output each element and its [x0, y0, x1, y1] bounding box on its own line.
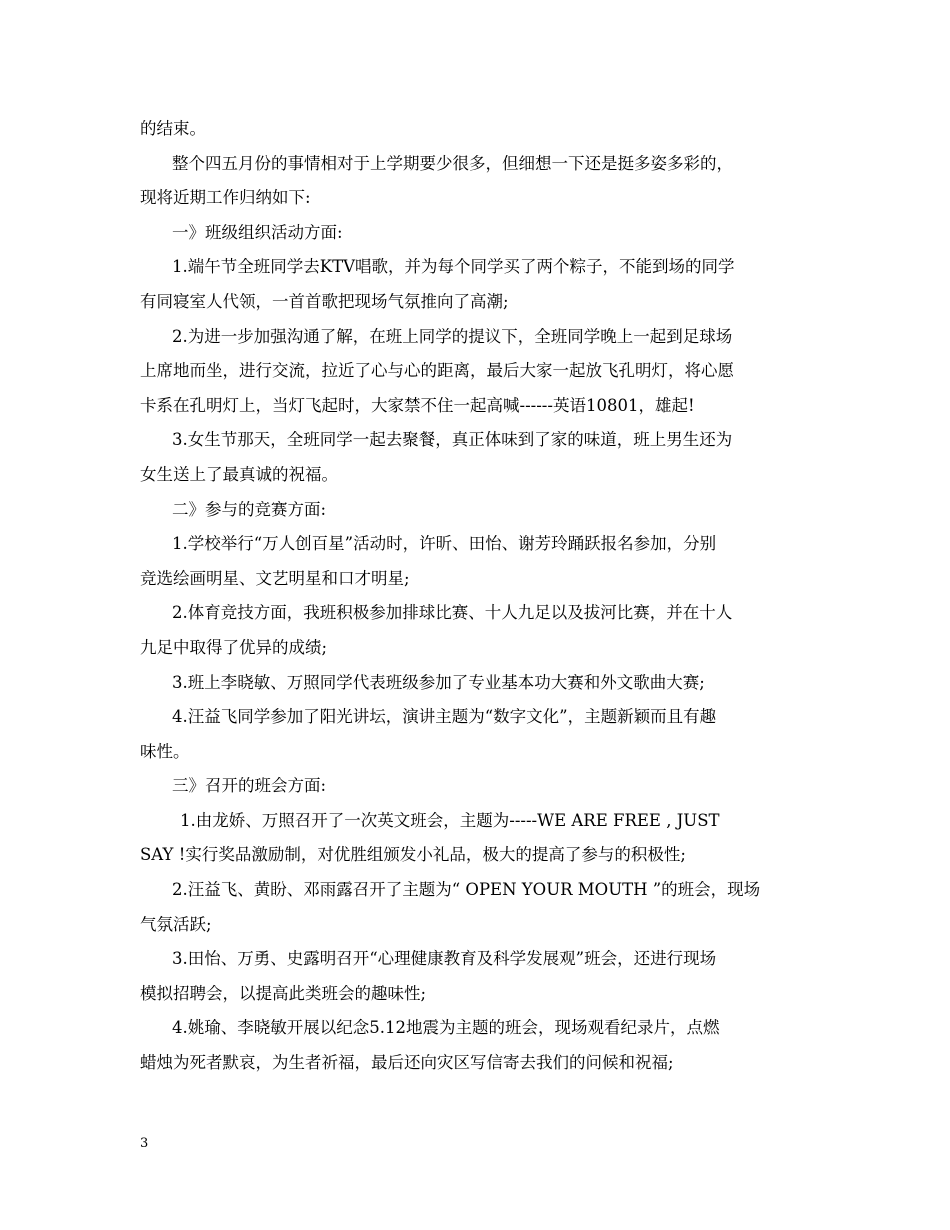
- text-line: 味性。: [140, 741, 190, 761]
- text-line: 气氛活跃;: [140, 914, 212, 934]
- text-line: 女生送上了最真诚的祝福。: [140, 464, 338, 484]
- text-line: 竞选绘画明星、文艺明星和口才明星;: [140, 568, 410, 588]
- text-line: 4.汪益飞同学参加了阳光讲坛，演讲主题为“数字文化”，主题新颖而且有趣: [172, 707, 717, 727]
- text-line: 3.田怡、万勇、史露明召开“心理健康教育及科学发展观”班会，还进行现场: [172, 949, 717, 969]
- text-line: 现将近期工作归纳如下:: [140, 188, 311, 208]
- text-line: SAY !实行奖品激励制，对优胜组颁发小礼品，极大的提高了参与的积极性;: [140, 845, 686, 865]
- text-line: 有同寝室人代领，一首首歌把现场气氛推向了高潮;: [140, 291, 509, 311]
- text-line: 模拟招聘会，以提高此类班会的趣味性;: [140, 983, 427, 1003]
- text-line: 九足中取得了优异的成绩;: [140, 637, 328, 657]
- text-line: 的结束。: [140, 119, 206, 138]
- text-line: 1.端午节全班同学去KTV唱歌，并为每个同学买了两个粽子，不能到场的同学: [172, 257, 735, 277]
- text-line: 上席地而坐，进行交流，拉近了心与心的距离，最后大家一起放飞孔明灯，将心愿: [140, 361, 734, 381]
- text-line: 1.由龙娇、万照召开了一次英文班会，主题为-----WE ARE FREE , JUST: [180, 810, 720, 830]
- text-line: 整个四五月份的事情相对于上学期要少很多，但细想一下还是挺多姿多彩的，: [172, 153, 733, 173]
- text-line: 2.体育竞技方面，我班积极参加排球比赛、十人九足以及拔河比赛，并在十人: [172, 603, 733, 623]
- section-heading: 一》班级组织活动方面:: [172, 222, 343, 242]
- text-line: 3.女生节那天，全班同学一起去聚餐，真正体味到了家的味道，班上男生还为: [172, 430, 733, 450]
- text-line: 2.汪益飞、黄盼、邓雨露召开了主题为“ OPEN YOUR MOUTH ”的班会，现场: [172, 880, 761, 900]
- document-body: [140, 112, 812, 1081]
- text-line: 4.姚瑜、李晓敏开展以纪念5.12地震为主题的班会，现场观看纪录片，点燃: [172, 1018, 720, 1038]
- section-heading: 二》参与的竞赛方面:: [172, 499, 327, 519]
- page-number: 3: [140, 1136, 149, 1151]
- text-line: 蜡烛为死者默哀，为生者祈福，最后还向灾区写信寄去我们的问候和祝福;: [140, 1053, 674, 1073]
- text-line: 卡系在孔明灯上，当灯飞起时，大家禁不住一起高喊------英语10801，雄起!: [140, 395, 695, 415]
- text-line: 3.班上李晓敏、万照同学代表班级参加了专业基本功大赛和外文歌曲大赛;: [172, 672, 705, 692]
- text-line: 1.学校举行“万人创百星”活动时，许昕、田怡、谢芳玲踊跃报名参加，分别: [172, 534, 717, 554]
- section-heading: 三》召开的班会方面:: [172, 776, 327, 796]
- text-line: 2.为进一步加强沟通了解，在班上同学的提议下，全班同学晚上一起到足球场: [172, 326, 733, 346]
